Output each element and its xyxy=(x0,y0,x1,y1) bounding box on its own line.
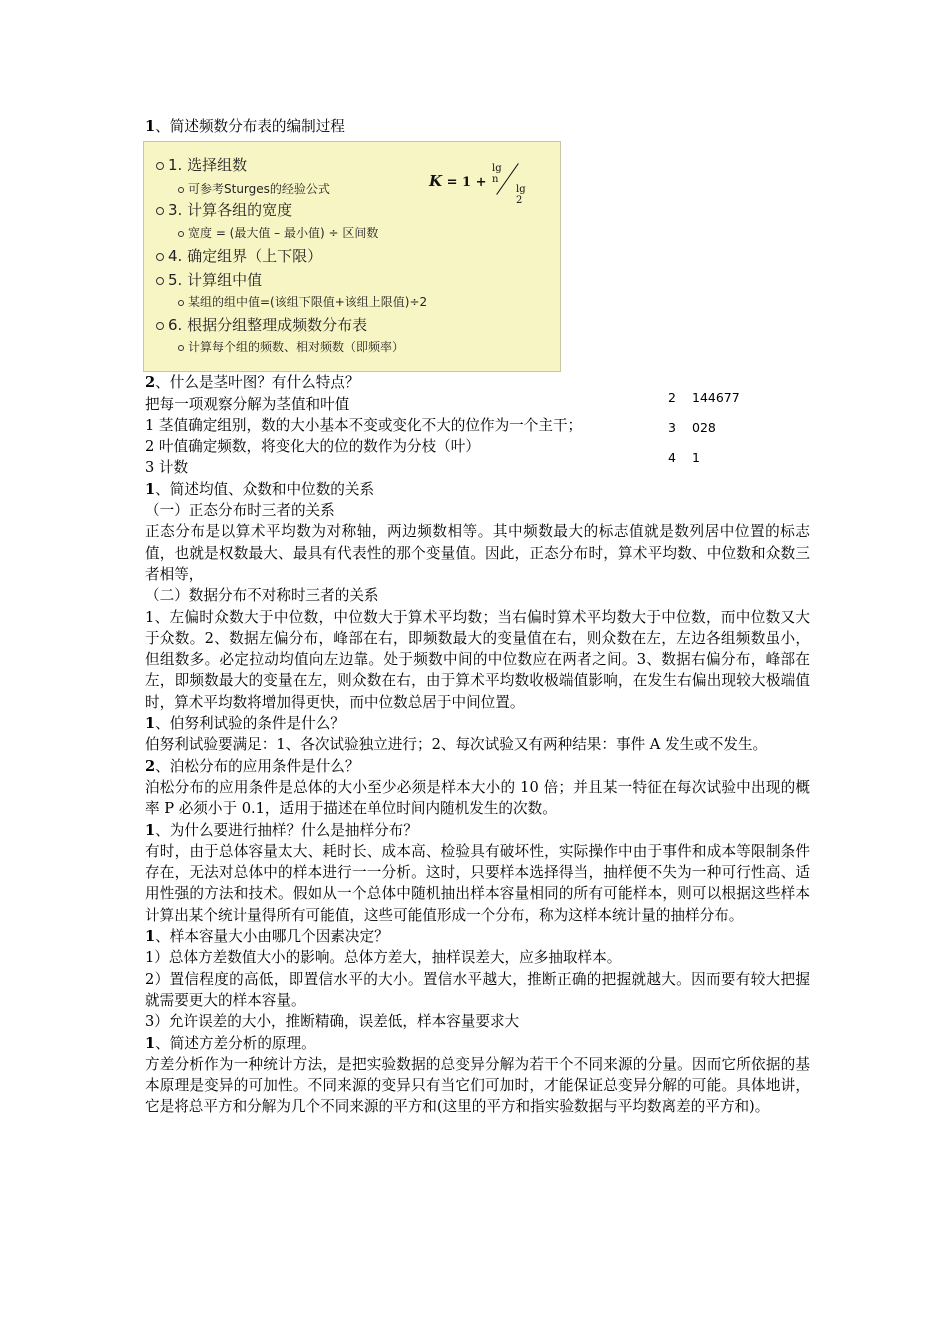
stem-leaf-row: 2 144677 xyxy=(668,390,740,405)
circle-bullet-icon xyxy=(178,187,184,193)
text-line: 3 计数 xyxy=(145,459,189,477)
heading-mean-mode-median: 1、简述均值、众数和中位数的关系 xyxy=(145,480,375,498)
sturges-formula: K = 1 + lg n lg 2 xyxy=(429,163,526,207)
paragraph: 方差分析作为一种统计方法，是把实验数据的总变异分解为若干个不同来源的分量。因而它所依据的基本原理是变异的可加性。不同来源的变异只有当它们可加时，才能保证总变异分解的可能。具体地讲，它是将总平方和分解为几个不同来源的平方和(这里的平方和指实验数据与平均数离差的平方和)。 xyxy=(145,1055,810,1116)
heading-frequency-table: 1、简述频数分布表的编制过程 xyxy=(145,118,345,135)
text-line: 2 叶值确定频数，将变化大的位的数作为分枝（叶） xyxy=(145,438,480,456)
text-line: 1）总体方差数值大小的影响。总体方差大，抽样误差大，应多抽取样本。 xyxy=(145,949,622,967)
paragraph: 1、左偏时众数大于中位数，中位数大于算术平均数；当右偏时算术平均数大于中位数，而中位数又大于众数。2、数据左偏分布，峰部在右，即频数最大的变量值在右，则众数在左，左边各组频数虽小，但组数多。必定拉动均值向左边靠。处于频数中间的中位数应在两者之间。3、数据右偏分布，峰部在左，即频数最大的变量在左，则众数在右，由于算术平均数收极端值影响，在发生右偏出现较大极端值时，算术平均数将增加得更快，而中位数总居于中间位置。 xyxy=(145,608,810,711)
circle-bullet-icon xyxy=(178,231,184,237)
circle-bullet-icon xyxy=(156,207,164,215)
text-line: 把每一项观察分解为茎值和叶值 xyxy=(145,395,350,413)
paragraph: 2）置信程度的高低，即置信水平的大小。置信水平越大，推断正确的把握就越大。因而要有较大把握就需要更大的样本容量。 xyxy=(145,970,810,1009)
heading-bernoulli: 1、伯努利试验的条件是什么？ xyxy=(145,715,345,733)
circle-bullet-icon xyxy=(178,300,184,306)
heading-sampling: 1、为什么要进行抽样？什么是抽样分布？ xyxy=(145,821,418,839)
step-item: 3. 计算各组的宽度 xyxy=(156,199,292,220)
text-line: 3）允许误差的大小，推断精确，误差低，样本容量要求大 xyxy=(145,1013,520,1031)
heading-anova: 1、简述方差分析的原理。 xyxy=(145,1034,316,1052)
step-subitem: 可参考Sturges的经验公式 xyxy=(156,180,330,197)
step-subitem: 宽度 = (最大值 – 最小值) ÷ 区间数 xyxy=(156,224,378,241)
step-item: 5. 计算组中值 xyxy=(156,269,262,290)
stem-leaf-row: 3 028 xyxy=(668,420,716,435)
circle-bullet-icon xyxy=(156,277,164,285)
paragraph: 正态分布是以算术平均数为对称轴，两边频数相等。其中频数最大的标志值就是数列居中位置的标志值，也就是权数最大、最具有代表性的那个变量值。因此，正态分布时，算术平均数、中位数和众数三者相等， xyxy=(145,523,810,583)
step-item: 6. 根据分组整理成频数分布表 xyxy=(156,314,367,335)
step-item: 4. 确定组界（上下限） xyxy=(156,245,322,266)
subheading: （一）正态分布时三者的关系 xyxy=(145,502,335,520)
text-line: 1 茎值确定组别，数的大小基本不变或变化不大的位作为一个主干； xyxy=(145,416,583,434)
step-item: 1. 选择组数 xyxy=(156,154,247,175)
circle-bullet-icon xyxy=(156,162,164,170)
paragraph: 伯努利试验要满足：1、各次试验独立进行；2、每次试验又有两种结果：事件 A 发生或不发生。 xyxy=(145,736,768,754)
frequency-table-steps-image xyxy=(143,141,561,372)
subheading: （二）数据分布不对称时三者的关系 xyxy=(145,587,379,605)
document-body xyxy=(145,116,810,1118)
paragraph: 泊松分布的应用条件是总体的大小至少必须是样本大小的 10 倍；并且某一特征在每次试验中出现的概率 P 必须小于 0.1，适用于描述在单位时间内随机发生的次数。 xyxy=(145,778,810,818)
circle-bullet-icon xyxy=(156,322,164,330)
step-subitem: 计算每个组的频数、相对频数（即频率） xyxy=(156,338,404,355)
heading-sample-size: 1、样本容量大小由哪几个因素决定？ xyxy=(145,928,389,946)
stem-leaf-plot xyxy=(668,390,740,480)
circle-bullet-icon xyxy=(156,253,164,261)
paragraph: 有时，由于总体容量太大、耗时长、成本高、检验具有破坏性，实际操作中由于事件和成本等限制条件存在，无法对总体中的样本进行一一分析。这时，只要样本选择得当，抽样便不失为一种可行性高、适用性强的方法和技术。假如从一个总体中随机抽出样本容量相同的所有可能样本，则可以根据这些样本计算出某个统计量得所有可能值，这些可能值形成一个分布，称为这样本统计量的抽样分布。 xyxy=(145,842,810,924)
stem-leaf-row: 4 1 xyxy=(668,450,700,465)
heading-poisson: 2、泊松分布的应用条件是什么？ xyxy=(145,757,360,775)
step-subitem: 某组的组中值=(该组下限值+该组上限值)÷2 xyxy=(156,293,427,310)
circle-bullet-icon xyxy=(178,345,184,351)
heading-stem-leaf: 2、什么是茎叶图？有什么特点？ xyxy=(145,374,360,392)
